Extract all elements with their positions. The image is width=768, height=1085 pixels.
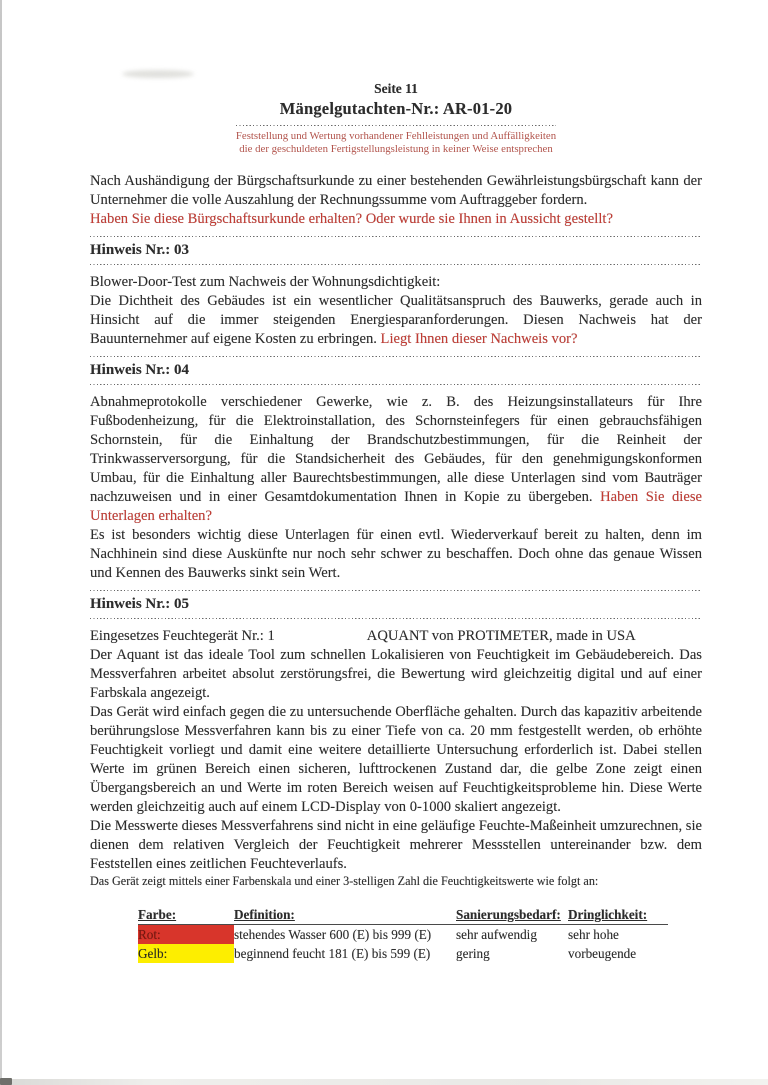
hinweis-04-question: Haben Sie diese Unterlagen erhalten? [90, 489, 702, 524]
hinweis-03-body: Die Dichtheit des Gebäudes ist ein wesentlicher Qualitätsanspruch des Bauwerks, gerade auch in Hinsicht auf die immer steigenden Energiesparanforderungen. Diesen Nachweis hat der Bauunternehmer auf eigene Kosten zu erbringen. [90, 293, 702, 347]
divider [90, 236, 702, 238]
gelb-color-swatch: Gelb: [138, 944, 234, 963]
hinweis-05-paragraph1: Der Aquant ist das ideale Tool zum schnellen Lokalisieren von Feuchtigkeit im Gebäudebereich. Das Messverfahren arbeitet absolut zerstörungsfrei, die Bewertung wird gleichzeitig digital und auf einer Farbskala angezeigt. [90, 647, 702, 701]
hinweis-05-header [90, 590, 702, 620]
hinweis-04-header [90, 356, 702, 386]
divider [90, 384, 702, 386]
hinweis-04-heading: Hinweis Nr.: 04 [90, 362, 190, 378]
rot-sanierungsbedarf: sehr aufwendig [456, 927, 537, 942]
scan-edge-artifact [0, 0, 2, 1085]
gelb-definition: beginnend feucht 181 (E) bis 599 (E) [234, 946, 431, 961]
intro-paragraph: Nach Aushändigung der Bürgschaftsurkunde zu einer bestehenden Gewährleistungsbürgschaft kann der Unternehmer die volle Auszahlung der Rechnungssumme vom Auftraggeber fordern. [90, 173, 702, 208]
hinweis-05-paragraph3: Die Messwerte dieses Messverfahrens sind nicht in eine geläufige Feuchte-Maßeinheit umzurechnen, sie dienen dem relativen Vergleich der Feuchtigkeit mehrerer Messstellen untereinander bzw. dem Feststellen eines zeitlichen Feuchteverlaufs. [90, 818, 702, 872]
scan-bottom-artifact [0, 1079, 768, 1085]
hinweis-03-section [90, 273, 702, 349]
header-divider [236, 125, 556, 127]
device-label: Eingesetzes Feuchtegerät Nr.: 1 [90, 628, 275, 644]
rot-definition: stehendes Wasser 600 (E) bis 999 (E) [234, 927, 432, 942]
document-header [90, 80, 702, 156]
scan-smudge-artifact [122, 70, 194, 78]
divider [90, 618, 702, 620]
gelb-sanierungsbedarf: gering [456, 946, 490, 961]
hinweis-05-heading: Hinweis Nr.: 05 [90, 596, 190, 612]
report-subtitle-line2: die der geschuldeten Fertigstellungsleistung in keiner Weise entsprechen [239, 143, 553, 155]
document-content [90, 80, 702, 963]
hinweis-04-paragraph [90, 393, 702, 526]
divider [90, 264, 702, 266]
feuchte-scale-table [138, 905, 668, 963]
table-row [138, 944, 668, 963]
hinweis-04-section [90, 393, 702, 583]
device-value: AQUANT von PROTIMETER, made in USA [366, 628, 636, 644]
intro-section [90, 172, 702, 229]
column-header-farbe: Farbe: [138, 907, 177, 922]
column-header-sanierungsbedarf: Sanierungsbedarf: [456, 907, 561, 922]
hinweis-05-paragraph2: Das Gerät wird einfach gegen die zu untersuchende Oberfläche gehalten. Durch das kapazitiv arbeitende berührungslose Messverfahren kann bis zu einer Tiefe von ca. 20 mm festgestellt werden, ob erhöhte Feuchtigkeit vorliegt und damit eine weitere detaillierte Untersuchung erforderlich ist. Dabei stellen Werte im grünen Bereich einen sicheren, lufttrockenen Zustand dar, die gelbe Zone zeigt einen Übergangsbereich an und Werte im roten Bereich weisen auf Feuchtigkeitsprobleme hin. Diese Werte werden gleichzeitig auch auf einem LCD-Display von 0-1000 skaliert angezeigt. [90, 704, 702, 815]
gelb-dringlichkeit: vorbeugende [568, 946, 637, 961]
report-number: Mängelgutachten-Nr.: AR-01-20 [279, 99, 513, 118]
page-number-label: Seite 11 [374, 81, 418, 96]
report-subtitle-line1: Feststellung und Wertung vorhandener Fehlleistungen und Auffälligkeiten [235, 130, 557, 142]
divider [90, 356, 702, 358]
divider [90, 590, 702, 592]
hinweis-04-paragraph2: Es ist besonders wichtig diese Unterlagen für einen evtl. Wiederverkauf bereit zu halten, denn im Nachhinein sind diese Auskünfte nur noch sehr schwer zu beschaffen. Doch ohne das genaue Wissen und Kennen des Bauwerks sinkt sein Wert. [90, 527, 702, 581]
hinweis-04-body: Abnahmeprotokolle verschiedener Gewerke, wie z. B. des Heizungsinstallateurs für Ihre Fußbodenheizung, für die Elektroinstallation, des Schornsteinfegers für einen gebrauchsfähigen Schornstein, für die Einhaltung der Brandschutzbestimmungen, für die Reinheit der Trinkwasserversorgung, für die Standsicherheit des Gebäudes, für den genehmigungskonformen Umbau, für die Einhaltung aller Baurechtsbestimmungen, alle diese Unterlagen sind vom Bauträger nachzuweisen und in einer Gesamtdokumentation Ihnen in Kopie zu übergeben. [90, 394, 702, 505]
hinweis-03-line1: Blower-Door-Test zum Nachweis der Wohnungsdichtigkeit: [90, 274, 441, 290]
intro-question: Haben Sie diese Bürgschaftsurkunde erhalten? Oder wurde sie Ihnen in Aussicht gestellt? [90, 211, 613, 227]
hinweis-03-paragraph [90, 292, 702, 349]
scale-note: Das Gerät zeigt mittels einer Farbenskala und einer 3-stelligen Zahl die Feuchtigkeitswerte wie folgt an: [90, 874, 599, 888]
hinweis-03-heading: Hinweis Nr.: 03 [90, 242, 190, 258]
column-header-definition: Definition: [234, 907, 295, 922]
rot-color-swatch: Rot: [138, 925, 234, 944]
scan-corner-artifact [0, 1078, 12, 1085]
rot-dringlichkeit: sehr hohe [568, 927, 619, 942]
device-line [90, 627, 702, 646]
table-header-row [138, 905, 668, 925]
hinweis-05-section [90, 627, 702, 889]
column-header-dringlichkeit: Dringlichkeit: [568, 907, 648, 922]
hinweis-03-header [90, 236, 702, 266]
table-row [138, 925, 668, 944]
hinweis-03-question: Liegt Ihnen dieser Nachweis vor? [380, 331, 578, 347]
